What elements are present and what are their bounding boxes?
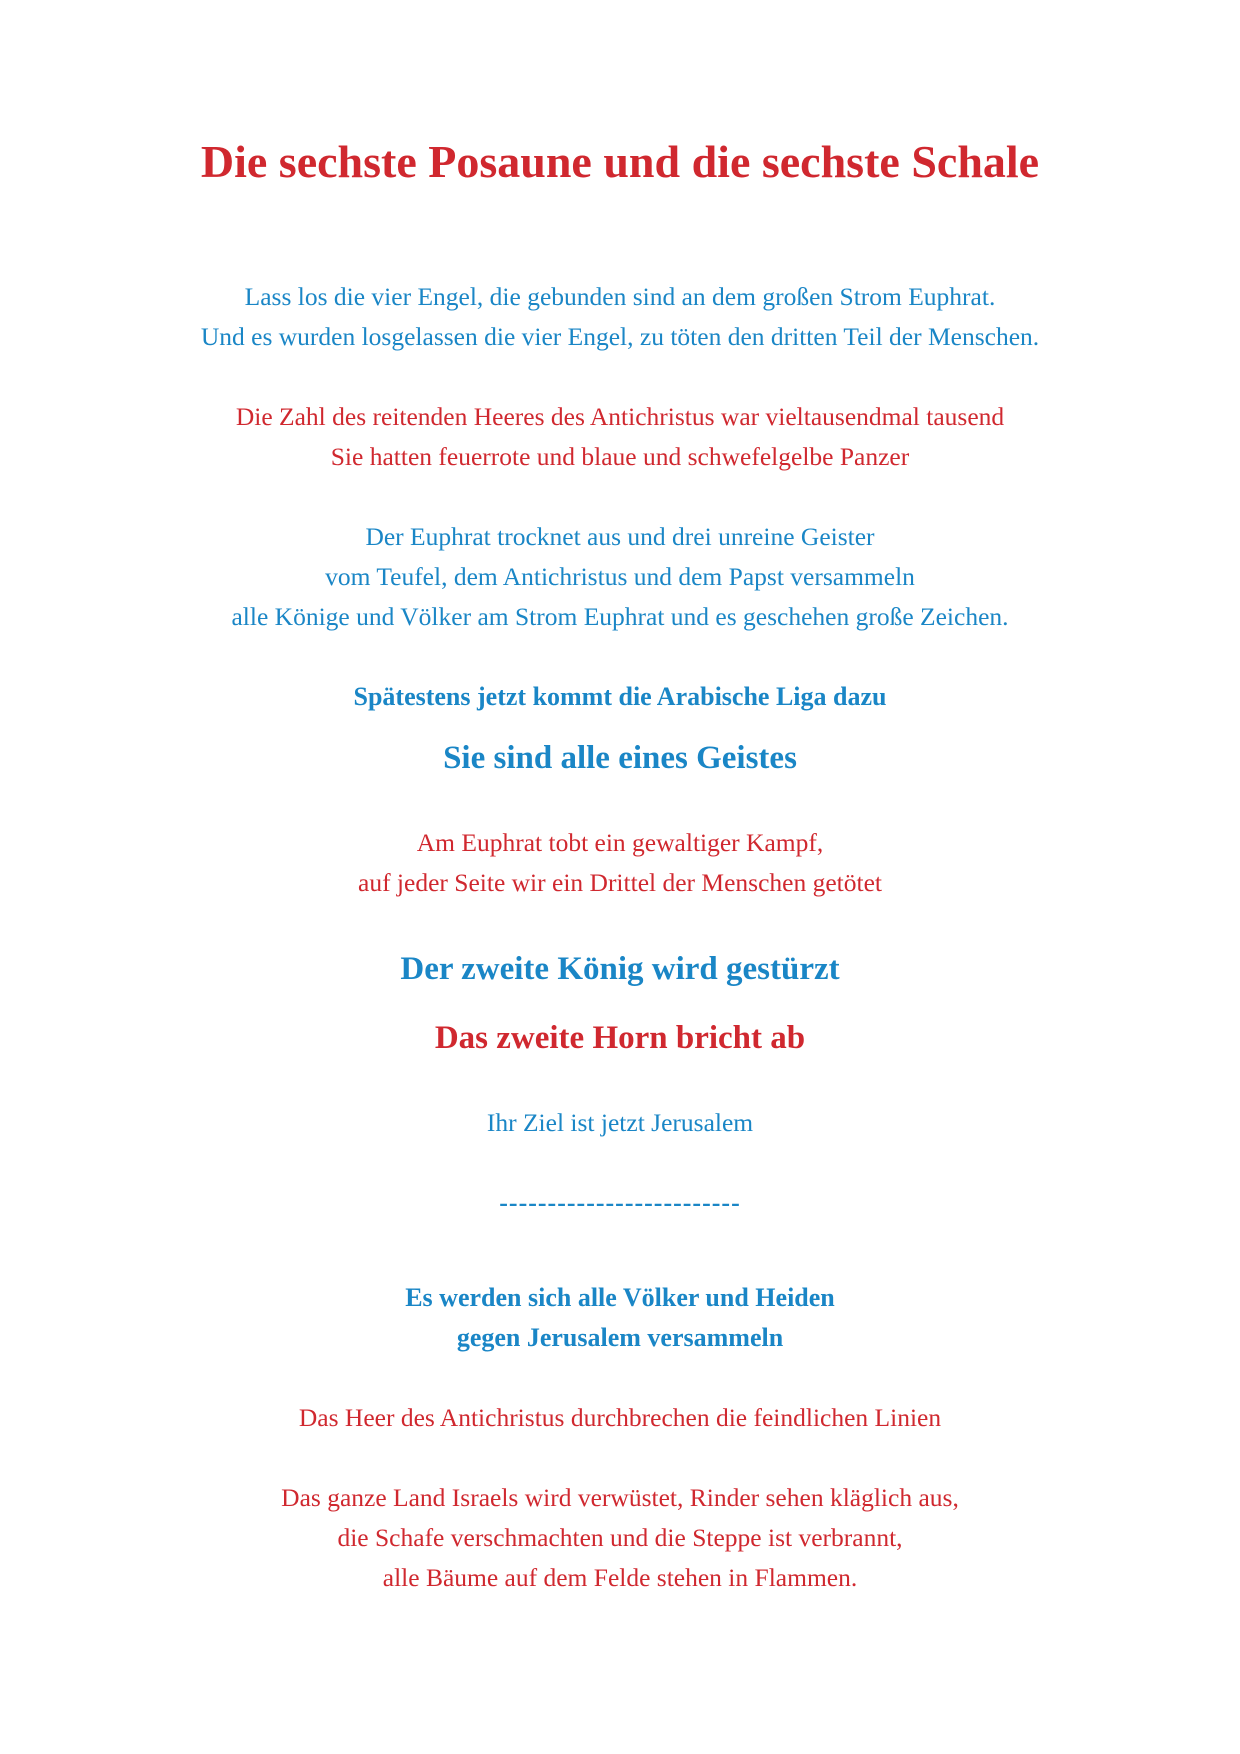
goal-line: Ihr Ziel ist jetzt Jerusalem (486, 1108, 754, 1137)
second-horn-heading: Das zweite Horn bricht ab (434, 1020, 806, 1056)
arab-league-line: Spätestens jetzt kommt die Arabische Liga dazu (353, 682, 887, 711)
stanza2-line-1: Die Zahl des reitenden Heeres des Antichristus war vieltausendmal tausend (235, 402, 1005, 431)
stanza7-line-1: Das ganze Land Israels wird verwüstet, Rinder sehen kläglich aus, (281, 1483, 959, 1512)
stanza3-line-3: alle Könige und Völker am Strom Euphrat und es geschehen große Zeichen. (231, 602, 1009, 631)
stanza4-line-1: Am Euphrat tobt ein gewaltiger Kampf, (416, 828, 824, 857)
stanza7-line-2: die Schafe verschmachten und die Steppe ist verbrannt, (337, 1523, 903, 1552)
stanza6-line: Das Heer des Antichristus durchbrechen die feindlichen Linien (298, 1403, 942, 1432)
page-title: Die sechste Posaune und die sechste Schale (200, 136, 1040, 187)
stanza4-line-2: auf jeder Seite wir ein Drittel der Menschen getötet (358, 868, 882, 897)
one-spirit-heading: Sie sind alle eines Geistes (443, 740, 797, 776)
stanza7-line-3: alle Bäume auf dem Felde stehen in Flammen. (382, 1563, 858, 1592)
stanza3-line-1: Der Euphrat trocknet aus und drei unreine Geister (365, 522, 875, 551)
dash-divider: ------------------------- (499, 1188, 741, 1217)
stanza2-line-2: Sie hatten feuerrote und blaue und schwefelgelbe Panzer (330, 442, 910, 471)
stanza3-line-2: vom Teufel, dem Antichristus und dem Papst versammeln (325, 562, 915, 591)
stanza1-line-1: Lass los die vier Engel, die gebunden sind an dem großen Strom Euphrat. (244, 282, 996, 311)
stanza5-line-1: Es werden sich alle Völker und Heiden (405, 1283, 835, 1312)
second-king-heading: Der zweite König wird gestürzt (400, 951, 840, 987)
stanza1-line-2: Und es wurden losgelassen die vier Engel, zu töten den dritten Teil der Menschen. (200, 322, 1040, 351)
stanza5-line-2: gegen Jerusalem versammeln (456, 1323, 784, 1352)
